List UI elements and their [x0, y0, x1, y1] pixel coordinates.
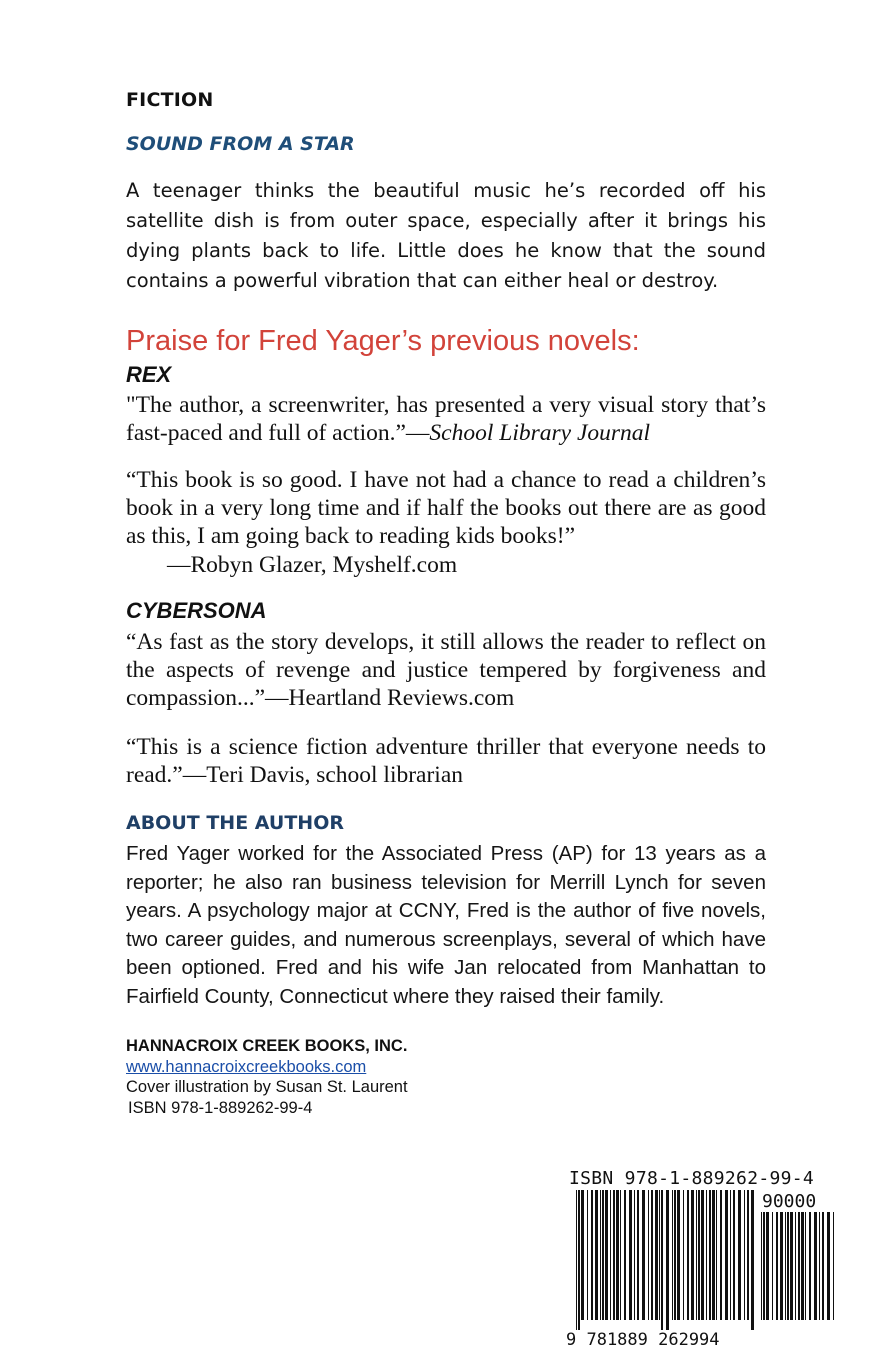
- barcode-bar: [763, 1212, 765, 1320]
- barcode-bar: [578, 1190, 580, 1330]
- rex-review-1-text: "The author, a screenwriter, has presented a very visual story that’s fast-paced and full of action.”—: [126, 392, 766, 446]
- barcode-bar: [716, 1190, 717, 1320]
- barcode-bar: [683, 1190, 684, 1320]
- barcode-bar: [581, 1190, 584, 1320]
- barcode-bar: [591, 1190, 593, 1320]
- barcode-bar: [701, 1190, 704, 1320]
- barcode-bar: [819, 1212, 820, 1320]
- book-title: SOUND FROM A STAR: [126, 133, 355, 155]
- barcode-bar: [637, 1190, 639, 1320]
- barcode-bar: [651, 1190, 653, 1320]
- barcode-bar: [674, 1190, 676, 1320]
- barcode-bar: [787, 1212, 789, 1320]
- barcode-bar: [751, 1190, 754, 1330]
- rex-review-2-attribution: —Robyn Glazer, Myshelf.com: [167, 552, 458, 578]
- isbn-text: ISBN 978-1-889262-99-4: [128, 1099, 313, 1117]
- barcode-bar: [744, 1190, 745, 1320]
- barcode-bar: [613, 1190, 615, 1320]
- barcode-bar: [776, 1212, 778, 1320]
- barcode-bar: [761, 1212, 762, 1320]
- barcode-addon-number: 90000: [762, 1191, 817, 1212]
- barcode-bar: [805, 1212, 806, 1320]
- barcode-bar: [795, 1212, 796, 1320]
- rex-review-2: “This book is so good. I have not had a chance to read a children’s book in a very long time and if half the books out there are as good as this, I am going back to reading kids books!”: [126, 467, 766, 549]
- cover-credit: Cover illustration by Susan St. Laurent: [126, 1078, 408, 1096]
- barcode-bar: [712, 1190, 715, 1320]
- barcode-bar: [587, 1190, 588, 1320]
- barcode-bar: [610, 1190, 611, 1320]
- cybersona-review-1: “As fast as the story develops, it still allows the reader to reflect on the aspects of revenge and justice tempered by forgiveness and compassion...”—Heartland Reviews.com: [126, 629, 766, 711]
- barcode-addon-bars: [760, 1212, 838, 1330]
- barcode-bar: [642, 1190, 645, 1320]
- barcode-bar: [629, 1190, 632, 1320]
- barcode-bar: [725, 1190, 728, 1320]
- barcode-bar: [661, 1190, 663, 1330]
- barcode-bar: [780, 1212, 783, 1320]
- barcode-bar: [730, 1190, 731, 1320]
- barcode-bar: [648, 1190, 649, 1320]
- rex-review-1: [126, 391, 766, 447]
- barcode-bar: [720, 1190, 722, 1320]
- cybersona-title: CYBERSONA: [126, 598, 267, 623]
- publisher-url-link[interactable]: www.hannacroixcreekbooks.com: [126, 1058, 367, 1076]
- barcode-bar: [738, 1190, 741, 1320]
- barcode-bar: [616, 1190, 619, 1320]
- about-author-body: Fred Yager worked for the Associated Press (AP) for 13 years as a reporter; he also ran business television for Merrill Lynch for seven years. A psychology major at CCNY, Fred is the author of five novels, two career guides, and numerous screenplays, several of which have been optioned. Fred and his wife Jan relocated from Manhattan to Fairfield County, Connecticut where they raised their family.: [126, 842, 766, 1008]
- barcode-bar: [827, 1212, 830, 1320]
- barcode-bar: [698, 1190, 700, 1320]
- barcode-bar: [766, 1212, 769, 1320]
- barcode-bar: [798, 1212, 800, 1320]
- barcode-bar: [666, 1190, 669, 1330]
- rex-title: REX: [126, 362, 172, 387]
- barcode-bar: [809, 1212, 811, 1320]
- barcode-bar: [696, 1190, 697, 1320]
- book-blurb: A teenager thinks the beautiful music he’s recorded off his satellite dish is from outer space, especially after it brings his dying plants back to life. Little does he know that the sound contains a powerful vibration that can either heal or destroy.: [126, 179, 766, 292]
- barcode-bar: [687, 1190, 689, 1320]
- barcode-main-bars: [575, 1190, 755, 1330]
- barcode-bar: [733, 1190, 735, 1320]
- barcode-bar: [772, 1212, 773, 1320]
- publisher-name: HANNACROIX CREEK BOOKS, INC.: [126, 1037, 408, 1055]
- barcode-bar: [672, 1190, 673, 1320]
- barcode-bar: [677, 1190, 680, 1320]
- barcode-isbn-label: ISBN 978-1-889262-99-4: [569, 1168, 815, 1189]
- barcode-bar: [624, 1190, 626, 1320]
- rex-review-1-source: School Library Journal: [429, 420, 651, 446]
- barcode-bar: [822, 1212, 824, 1320]
- barcode-bar: [706, 1190, 707, 1320]
- barcode-bar: [605, 1190, 608, 1320]
- about-author-heading: ABOUT THE AUTHOR: [126, 812, 344, 834]
- praise-heading: Praise for Fred Yager’s previous novels:: [126, 325, 640, 357]
- barcode-bar: [655, 1190, 658, 1320]
- barcode-bar: [595, 1190, 598, 1320]
- barcode-bar: [634, 1190, 635, 1320]
- barcode-bar: [576, 1190, 577, 1330]
- barcode-bar: [833, 1212, 834, 1320]
- barcode-bar: [691, 1190, 694, 1320]
- barcode-bar: [709, 1190, 711, 1320]
- barcode-bar: [801, 1212, 804, 1320]
- cybersona-review-2: “This is a science fiction adventure thriller that everyone needs to read.”—Teri Davis, school librarian: [126, 734, 766, 788]
- barcode-bar: [602, 1190, 604, 1320]
- barcode-bar: [600, 1190, 601, 1320]
- barcode-bar: [785, 1212, 786, 1320]
- barcode-bar: [747, 1190, 749, 1320]
- barcode-bar: [659, 1190, 660, 1320]
- category-label: FICTION: [126, 89, 214, 111]
- barcode-digits: 9 781889 262994: [566, 1330, 720, 1350]
- barcode-bar: [814, 1212, 817, 1320]
- barcode-bar: [620, 1190, 621, 1320]
- barcode-bar: [790, 1212, 793, 1320]
